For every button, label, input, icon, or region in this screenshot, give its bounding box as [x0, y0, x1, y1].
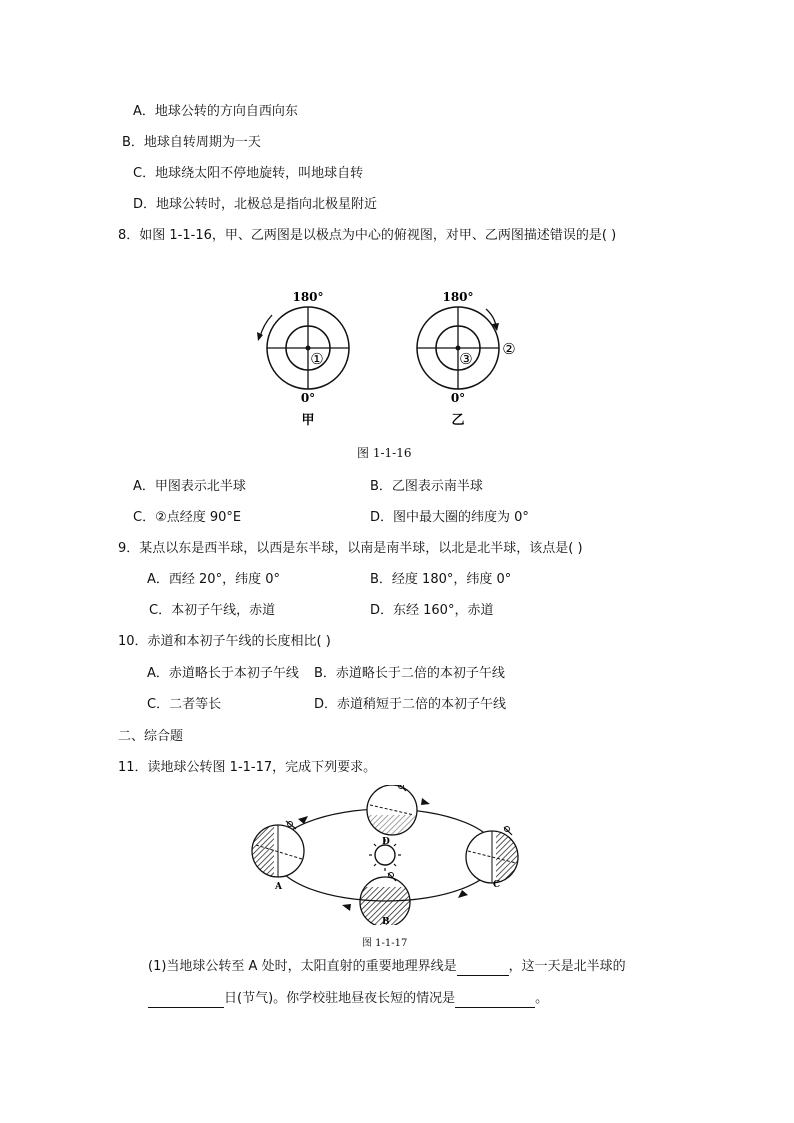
jia-top-label: 180° — [292, 290, 324, 304]
yi-top-label: 180° — [442, 290, 474, 304]
label-c: C — [493, 880, 501, 890]
answer-blank-1[interactable] — [457, 961, 509, 976]
q11-sub1-line2 — [148, 990, 548, 1008]
q7-option-b: B．地球自转周期为一天 — [122, 135, 261, 150]
q10-option-c: C．二者等长 — [147, 697, 222, 712]
q8-option-b: B．乙图表示南半球 — [370, 479, 483, 494]
figure-1-1-17 — [248, 785, 528, 925]
q11-sub1-part4: 。 — [535, 991, 549, 1006]
q8-stem: 8．如图 1-1-16，甲、乙两图是以极点为中心的俯视图，对甲、乙两图描述错误的是( ) — [118, 228, 617, 243]
q11-sub1-line1 — [148, 958, 626, 976]
yi-name: 乙 — [451, 413, 465, 428]
diagram-yi — [417, 290, 516, 428]
label-b: B — [382, 917, 390, 925]
figure-1-1-16-caption: 图 1-1-16 — [357, 446, 412, 460]
q9-option-d: D．东经 160°，赤道 — [370, 603, 494, 618]
earth-a — [252, 821, 304, 877]
figure-1-1-17-caption: 图 1-1-17 — [362, 938, 408, 949]
yi-bottom-label: 0° — [450, 391, 466, 405]
q9-option-b: B．经度 180°，纬度 0° — [370, 572, 512, 587]
q11-stem: 11．读地球公转图 1-1-17，完成下列要求。 — [118, 760, 377, 775]
diagram-jia — [257, 290, 349, 428]
q11-sub1-part2: ，这一天是北半球的 — [508, 959, 626, 974]
q8-option-d: D．图中最大圈的纬度为 0° — [370, 510, 529, 525]
q10-option-a: A．赤道略长于本初子午线 — [147, 666, 299, 681]
q7-option-a: A．地球公转的方向自西向东 — [133, 104, 298, 119]
q9-stem: 9．某点以东是西半球，以西是东半球，以南是南半球，以北是北半球，该点是( ) — [118, 541, 583, 556]
label-a: A — [275, 882, 282, 892]
jia-name: 甲 — [301, 413, 315, 428]
yi-point-2: ② — [502, 340, 516, 358]
answer-blank-2[interactable] — [148, 993, 224, 1008]
q10-stem: 10．赤道和本初子午线的长度相比( ) — [118, 634, 331, 649]
q11-sub1-part1: (1)当地球公转至 A 处时，太阳直射的重要地理界线是 — [148, 959, 457, 974]
earth-c — [466, 827, 518, 884]
label-d: D — [382, 837, 390, 847]
yi-point-3: ③ — [459, 350, 473, 368]
figure-1-1-16 — [250, 285, 530, 435]
q8-option-a: A．甲图表示北半球 — [133, 479, 246, 494]
q7-option-d: D．地球公转时，北极总是指向北极星附近 — [133, 197, 378, 212]
jia-point-1: ① — [310, 350, 324, 368]
jia-bottom-label: 0° — [300, 391, 316, 405]
q7-option-c: C．地球绕太阳不停地旋转，叫地球自转 — [133, 166, 364, 181]
q9-option-a: A．西经 20°，纬度 0° — [147, 572, 280, 587]
q9-option-c: C．本初子午线，赤道 — [149, 603, 276, 618]
earth-d — [367, 785, 417, 837]
answer-blank-3[interactable] — [455, 993, 535, 1008]
q8-option-c: C．②点经度 90°E — [133, 510, 242, 525]
q10-option-d: D．赤道稍短于二倍的本初子午线 — [314, 697, 507, 712]
q10-option-b: B．赤道略长于二倍的本初子午线 — [314, 666, 505, 681]
section-title: 二、综合题 — [118, 729, 184, 744]
q11-sub1-part3: 日(节气)。你学校驻地昼夜长短的情况是 — [224, 991, 456, 1006]
